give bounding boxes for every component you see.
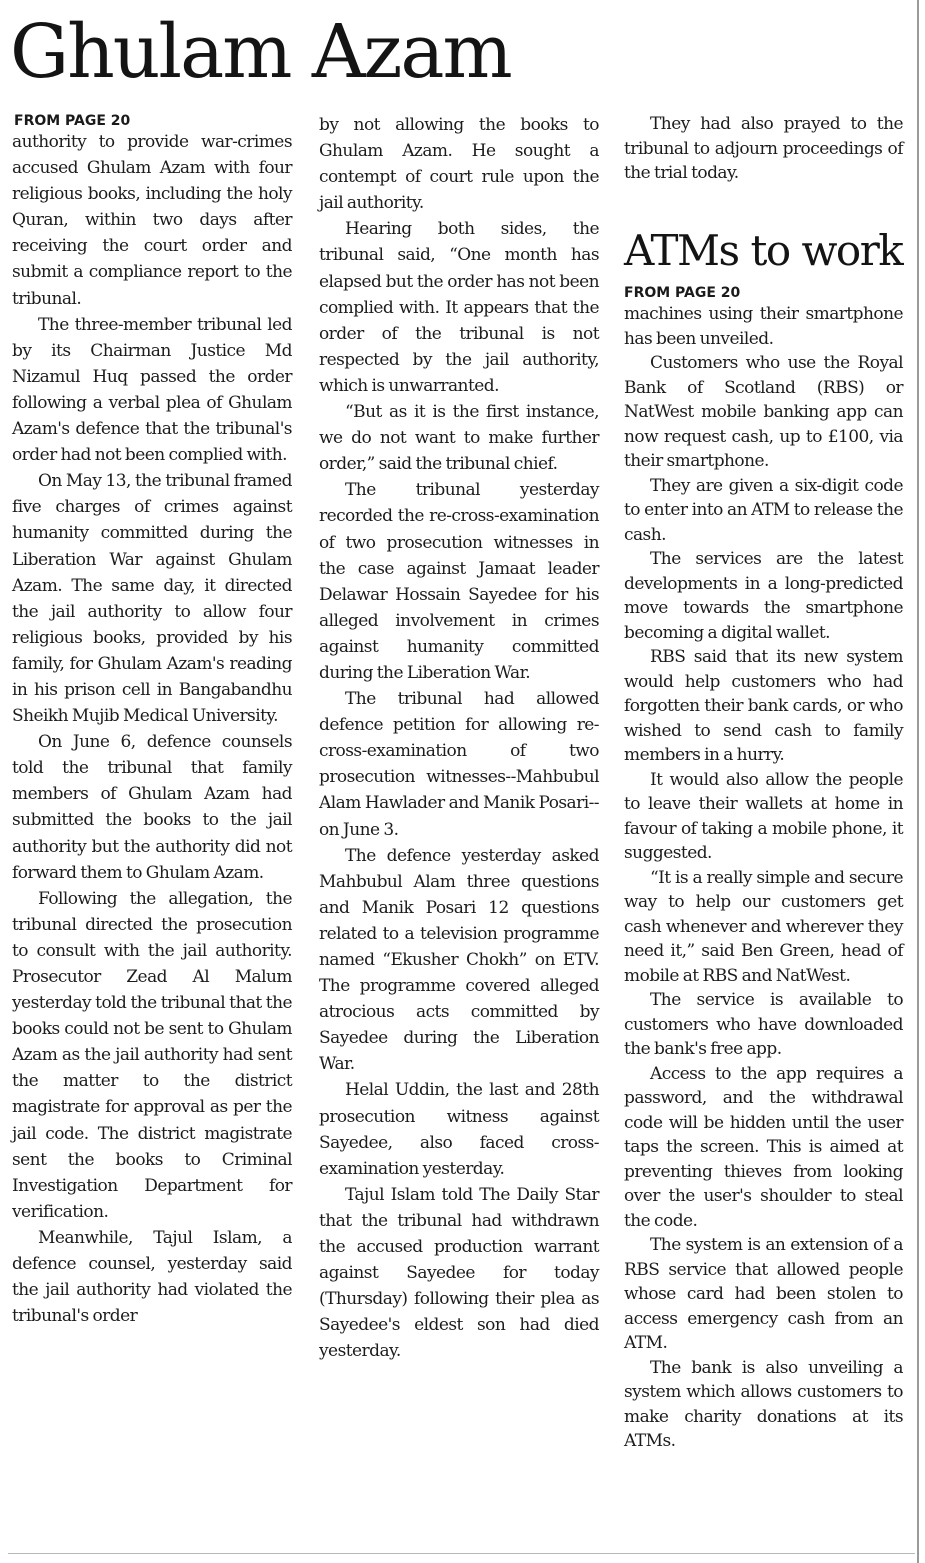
paragraph: Customers who use the Royal Bank of Scotland (RBS) or NatWest mobile banking app can now request cash, up to £100, via their smartphone. (624, 353, 903, 471)
story2-column (624, 302, 903, 1454)
paragraph: “But as it is the first instance, we do not want to make further order,” said the tribunal chief. (319, 402, 599, 475)
paragraph: authority to provide war-crimes accused Ghulam Azam with four religious books, including the holy Quran, within two days after receiving the court order and submit a compliance report to the tribunal. (12, 132, 292, 309)
paragraph: RBS said that its new system would help customers who had forgotten their bank cards, or who wished to send cash to family members in a hurry. (624, 647, 903, 765)
paragraph: The bank is also unveiling a system which allows customers to make charity donations at its ATMs. (624, 1357, 903, 1451)
paragraph: The defence yesterday asked Mahbubul Alam three questions and Manik Posari 12 questions related to a television programme named “Ekusher Chokh” on ETV. The programme covered alleged atrocious acts committed by Sayedee during the Liberation War. (319, 845, 599, 1075)
paragraph: Hearing both sides, the tribunal said, “One month has elapsed but the order has not been complied with. It appears that the order of the tribunal is not respected by the jail authority, which is unwarranted. (319, 219, 599, 396)
paragraph: Following the allegation, the tribunal directed the prosecution to consult with the jail authority. Prosecutor Zead Al Malum yesterday told the tribunal that the books could not be sent to Ghulam Azam as the jail authority had sent the matter to the district magistrate for approval as per the jail code. The district magistrate sent the books to Criminal Investigation Department for verification. (12, 888, 292, 1222)
headline-atms-to-work: ATMs to work (624, 226, 903, 275)
paragraph: On June 6, defence counsels told the tribunal that family members of Ghulam Azam had submitted the books to the jail authority but the authority did not forward them to Ghulam Azam. (12, 732, 292, 883)
kicker-from-page: FROM PAGE 20 (624, 285, 741, 301)
page-edge-rule (917, 0, 919, 1563)
paragraph: Tajul Islam told The Daily Star that the tribunal had withdrawn the accused production warrant against Sayedee for today (Thursday) following their plea as Sayedee's eldest son had died yesterday. (319, 1184, 599, 1362)
paragraph: The system is an extension of a RBS service that allowed people whose card had been stolen to access emergency cash from an ATM. (624, 1235, 903, 1353)
bottom-rule (8, 1553, 915, 1554)
paragraph: The three-member tribunal led by its Chairman Justice Md Nizamul Huq passed the order following a verbal plea of Ghulam Azam's defence that the tribunal's order had not been complied with. (12, 314, 292, 466)
headline-ghulam-azam: Ghulam Azam (10, 9, 511, 95)
paragraph: Meanwhile, Tajul Islam, a defence counsel, yesterday said the jail authority had violated the tribunal's order (12, 1227, 292, 1327)
story1-column-3 (624, 112, 903, 186)
paragraph: The service is available to customers who have downloaded the bank's free app. (624, 990, 903, 1059)
paragraph: The tribunal had allowed defence petition for allowing re-cross-examination of two prosecution witnesses--Mahbubul Alam Hawlader and Manik Posari--on June 3. (319, 689, 599, 840)
paragraph: Access to the app requires a password, and the withdrawal code will be hidden until the user taps the screen. This is aimed at preventing thieves from looking over the user's shoulder to steal the code. (624, 1063, 903, 1231)
story1-column-1 (12, 129, 292, 1329)
paragraph: It would also allow the people to leave their wallets at home in favour of taking a mobile phone, it suggested. (624, 769, 903, 863)
paragraph: machines using their smartphone has been unveiled. (624, 304, 903, 349)
paragraph: Helal Uddin, the last and 28th prosecution witness against Sayedee, also faced cross-examination yesterday. (319, 1080, 599, 1179)
kicker-from-page: FROM PAGE 20 (14, 113, 131, 129)
paragraph: They are given a six-digit code to enter into an ATM to release the cash. (624, 475, 903, 545)
paragraph: The tribunal yesterday recorded the re-cross-examination of two prosecution witnesses in the case against Jamaat leader Delawar Hossain Sayedee for his alleged involvement in crimes against humanity committed during the Liberation War. (319, 480, 599, 683)
paragraph: They had also prayed to the tribunal to adjourn proceedings of the trial today. (624, 114, 903, 183)
paragraph: by not allowing the books to Ghulam Azam. He sought a contempt of court rule upon the jail authority. (319, 115, 599, 214)
paragraph: “It is a really simple and secure way to help our customers get cash whenever and wherever they need it,” said Ben Green, head of mobile at RBS and NatWest. (624, 867, 903, 986)
story1-column-2 (319, 112, 599, 1365)
paragraph: On May 13, the tribunal framed five charges of crimes against humanity committed during the Liberation War against Ghulam Azam. The same day, it directed the jail authority to allow four religious books, provided by his family, for Ghulam Azam's reading in his prison cell in Bangabandhu Sheikh Mujib Medical University. (12, 471, 292, 727)
paragraph: The services are the latest developments in a long-predicted move towards the smartphone becoming a digital wallet. (624, 549, 903, 643)
